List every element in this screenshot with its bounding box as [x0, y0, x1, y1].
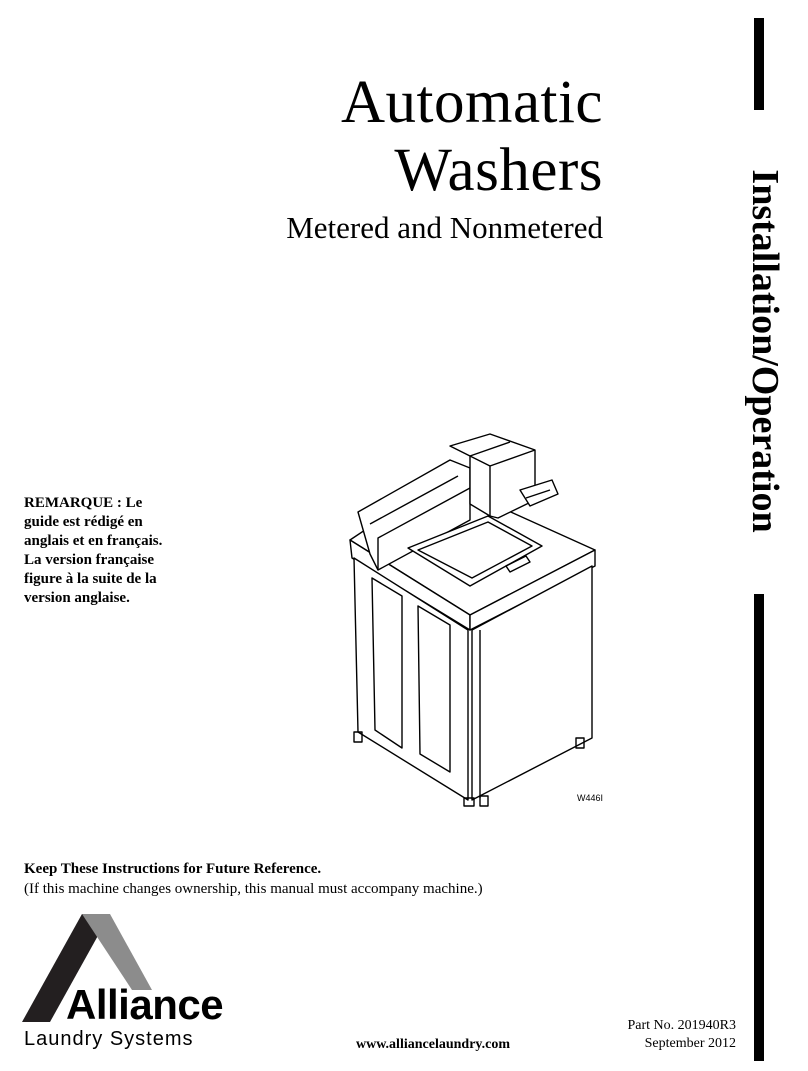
- title-line-1: Automatic: [341, 69, 603, 136]
- ownership-note: (If this machine changes ownership, this manual must accompany machine.): [24, 881, 483, 897]
- remarque-line: anglais et en français.: [24, 533, 163, 549]
- remarque-line: guide est rédigé en: [24, 514, 143, 530]
- keep-instructions: Keep These Instructions for Future Reference.: [24, 861, 322, 877]
- side-bar-bottom: [754, 594, 764, 1061]
- remarque-line: version anglaise.: [24, 590, 130, 606]
- washer-illustration: [330, 420, 610, 810]
- publication-date: September 2012: [644, 1036, 736, 1051]
- logo-name: Alliance: [66, 981, 224, 1028]
- side-label-wrap: [745, 118, 785, 584]
- logo-subtitle: Laundry Systems: [24, 1028, 194, 1050]
- remarque-line: La version française: [24, 552, 154, 568]
- side-label: Installation/Operation: [744, 169, 786, 533]
- remarque-line: figure à la suite de la: [24, 571, 157, 587]
- title-line-2: Washers: [394, 137, 603, 204]
- part-number: Part No. 201940R3: [627, 1018, 736, 1033]
- remarque-note: [24, 494, 224, 608]
- subtitle: Metered and Nonmetered: [286, 210, 603, 245]
- figure-id: W446I: [577, 793, 604, 803]
- side-bar-top: [754, 18, 764, 110]
- remarque-line: REMARQUE : Le: [24, 495, 143, 511]
- website-link[interactable]: www.alliancelaundry.com: [356, 1037, 511, 1052]
